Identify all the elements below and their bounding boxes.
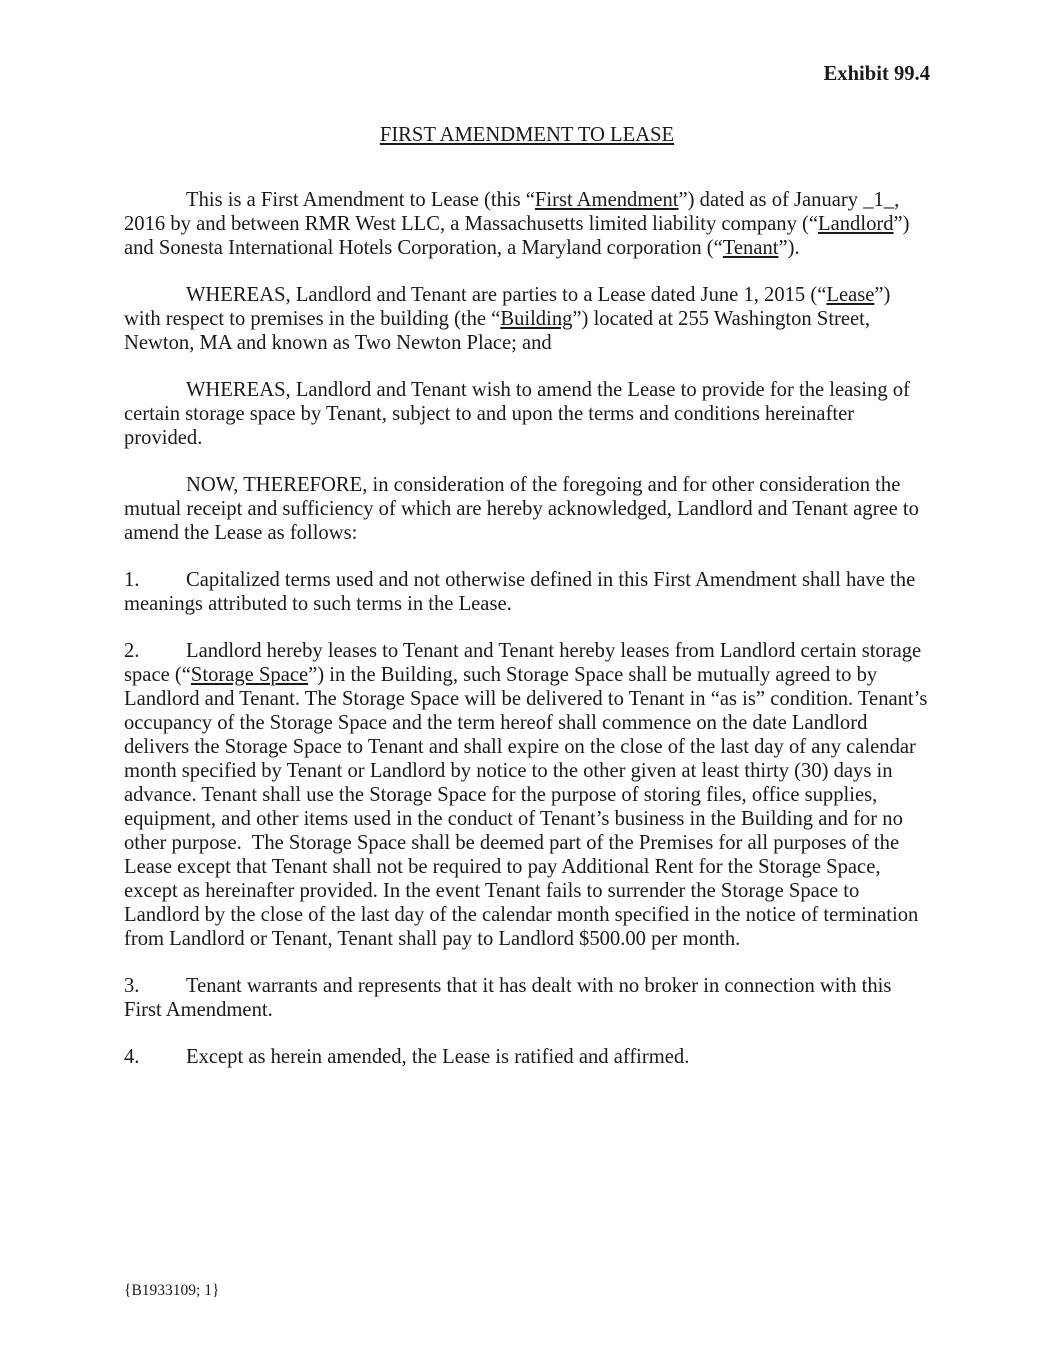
text-run: ”).	[778, 237, 800, 259]
text-run: Tenant warrants and represents that it has dealt with no broker in connection with this First Amendment.	[124, 975, 897, 1021]
defined-term: Landlord	[818, 213, 894, 235]
defined-term: Building	[500, 308, 573, 330]
text-run: WHEREAS, Landlord and Tenant wish to amend the Lease to provide for the leasing of certain storage space by Tenant, subject to and upon the terms and conditions hereinafter provided.	[124, 379, 916, 449]
text-run: ”) with respect to premises in the building (the “	[124, 284, 896, 330]
numbered-clause	[124, 568, 930, 616]
text-run: Landlord hereby leases to Tenant and Tenant hereby leases from Landlord certain storage space (“	[124, 640, 927, 686]
defined-term: First Amendment	[534, 189, 679, 211]
clause-number: 4.	[124, 1046, 140, 1068]
text-run: ”) dated as of January _1_, 2016 by and between RMR West LLC, a Massachusetts limited liability company (“	[124, 189, 905, 235]
footer-reference: {B1933109; 1}	[124, 1282, 220, 1299]
text-run: WHEREAS, Landlord and Tenant are parties to a Lease dated June 1, 2015 (“	[186, 284, 827, 306]
paragraph	[124, 188, 930, 260]
paragraph	[124, 378, 930, 450]
clause-number: 1.	[124, 569, 140, 591]
numbered-clause	[124, 1045, 930, 1069]
text-run: NOW, THEREFORE, in consideration of the foregoing and for other consideration the mutual receipt and sufficiency of which are hereby acknowledged, Landlord and Tenant agree to amend the Lease as follows:	[124, 474, 925, 544]
paragraph	[124, 283, 930, 355]
text-run: ”) and Sonesta International Hotels Corporation, a Maryland corporation (“	[124, 213, 915, 259]
numbered-clause	[124, 974, 930, 1022]
text-run: This is a First Amendment to Lease (this “	[186, 189, 535, 211]
text-run: ”) located at 255 Washington Street, Newton, MA and known as Two Newton Place; and	[124, 308, 876, 354]
paragraph	[124, 473, 930, 545]
text-run: Capitalized terms used and not otherwise defined in this First Amendment shall have the meanings attributed to such terms in the Lease.	[124, 569, 921, 615]
text-run: ”) in the Building, such Storage Space shall be mutually agreed to by Landlord and Tenant. The Storage Space will be delivered to Tenant in “as is” condition. Tenant’s occupancy of the Storage Space and the term hereof shall commence on the date Landlord delivers the Storage Space to Tenant and shall expire on the close of the last day of any calendar month specified by Tenant or Landlord by notice to the other given at least thirty (30) days in advance. Tenant shall use the Storage Space for the purpose of storing files, office supplies, equipment, and other items used in the conduct of Tenant’s business in the Building and for no other purpose. The Storage Space shall be deemed part of the Premises for all purposes of the Lease except that Tenant shall not be required to pay Additional Rent for the Storage Space, except as hereinafter provided. In the event Tenant fails to surrender the Storage Space to Landlord by the close of the last day of the calendar month specified in the notice of termination from Landlord or Tenant, Tenant shall pay to Landlord $500.00 per month.	[124, 664, 933, 950]
defined-term: Storage Space	[190, 664, 309, 686]
numbered-clause	[124, 639, 933, 951]
defined-term: Lease	[826, 284, 875, 306]
exhibit-label: Exhibit 99.4	[823, 63, 930, 85]
clause-number: 3.	[124, 975, 140, 997]
clause-number: 2.	[124, 640, 140, 662]
document-title: FIRST AMENDMENT TO LEASE	[379, 124, 675, 146]
text-run: Except as herein amended, the Lease is ratified and affirmed.	[186, 1046, 690, 1068]
defined-term: Tenant	[722, 237, 779, 259]
document-body	[124, 188, 933, 1069]
